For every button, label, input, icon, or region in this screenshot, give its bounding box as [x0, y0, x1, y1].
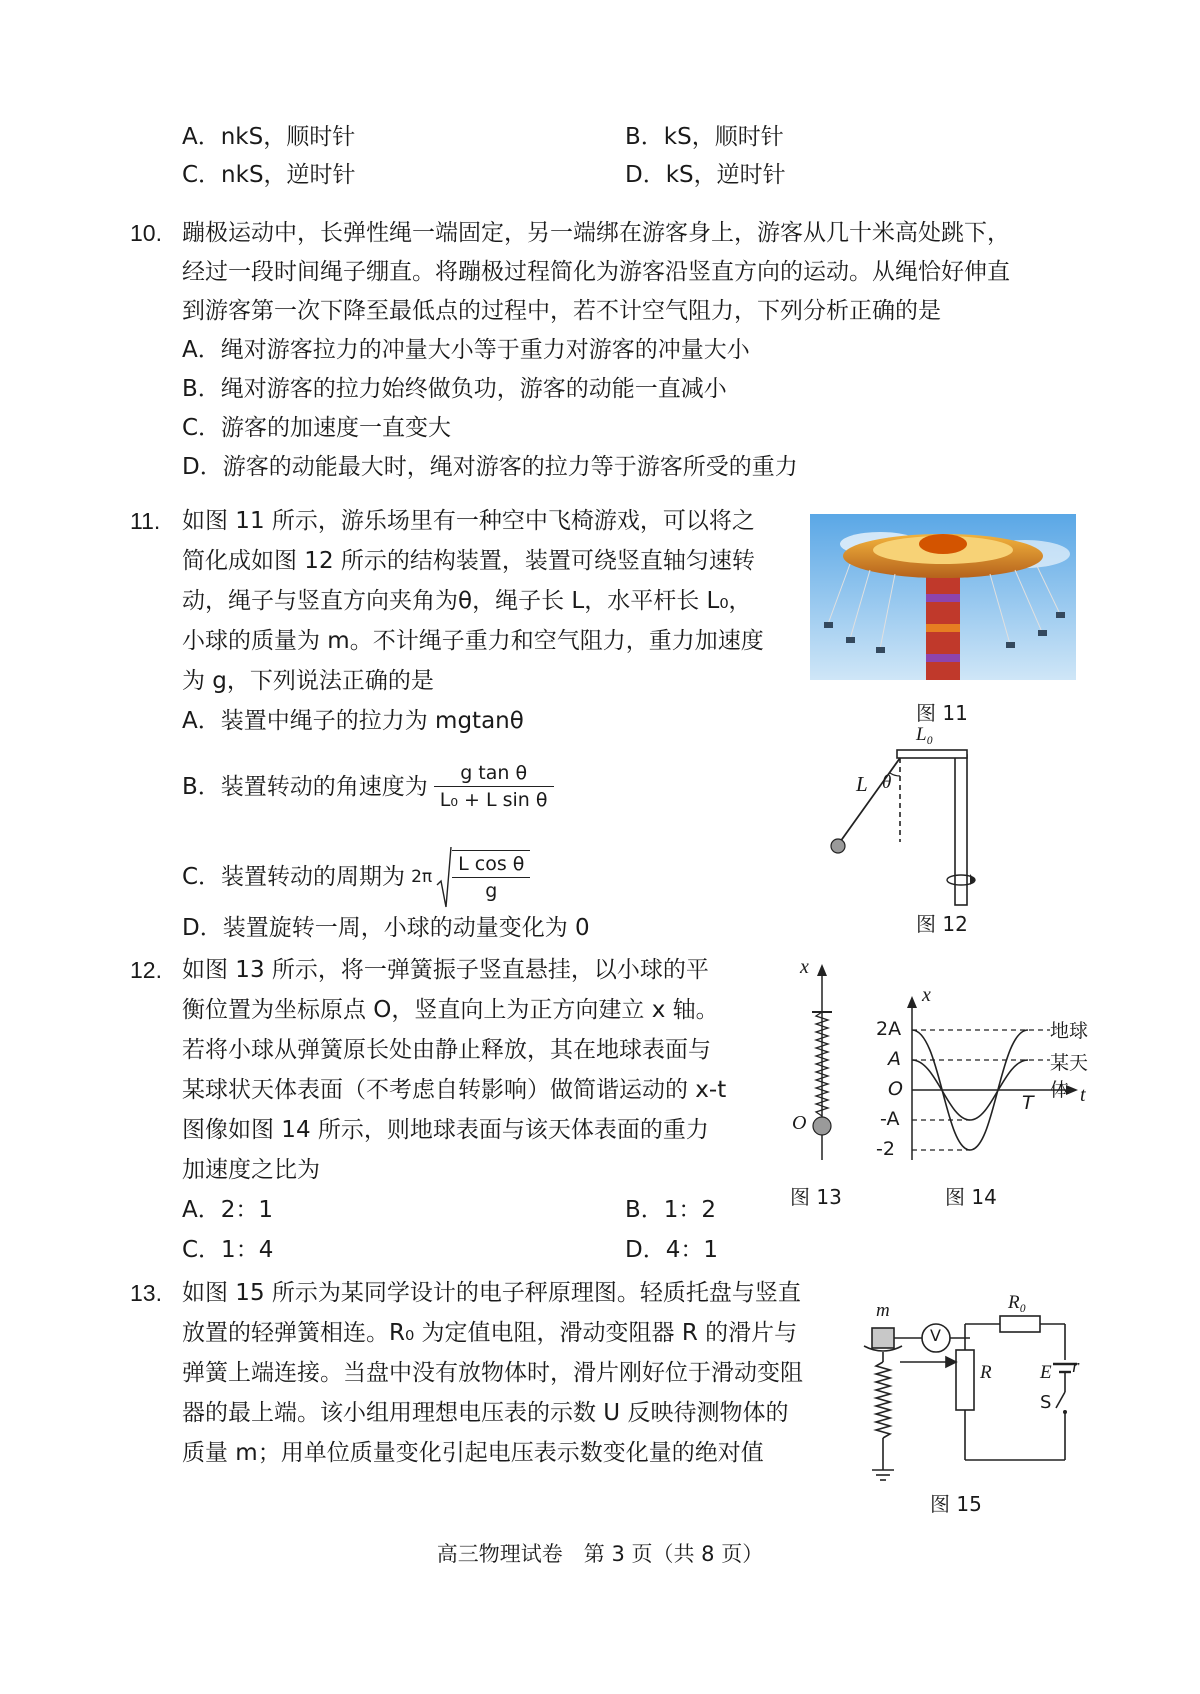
tick-neg-a: -A	[880, 1108, 900, 1130]
q11-line-2: 简化成如图 12 所示的结构装置，装置可绕竖直轴匀速转	[182, 548, 755, 574]
q12-line-6: 加速度之比为	[182, 1157, 320, 1183]
label-l0: L₀	[916, 724, 934, 745]
figure-13-caption: 图 13	[790, 1185, 842, 1209]
label-l: L	[856, 772, 868, 796]
q9-option-b: B．kS，顺时针	[625, 124, 784, 150]
label-mass-m: m	[876, 1300, 890, 1321]
tick-period-t: T	[1022, 1092, 1034, 1114]
q9-option-a: A．nkS，顺时针	[182, 124, 356, 150]
voltmeter-icon: V	[930, 1326, 941, 1345]
label-internal-r: r	[1072, 1356, 1080, 1377]
legend-earth: 地球	[1050, 1020, 1089, 1042]
q10-option-d: D．游客的动能最大时，绳对游客的拉力等于游客所受的重力	[182, 454, 798, 480]
q11-option-c	[182, 845, 530, 909]
q12-line-5: 图像如图 14 所示，则地球表面与该天体表面的重力	[182, 1117, 709, 1143]
q12-option-a: A．2：1	[182, 1197, 274, 1223]
q13-number: 13.	[130, 1280, 162, 1306]
label-switch-s: S	[1040, 1392, 1052, 1413]
q11-option-a: A．装置中绳子的拉力为 mgtanθ	[182, 708, 524, 734]
figure-11-caption: 图 11	[916, 701, 968, 725]
q11-option-b-prefix: B．装置转动的角速度为	[182, 773, 428, 800]
label-emf-e: E	[1040, 1362, 1052, 1383]
q10-option-c: C．游客的加速度一直变大	[182, 415, 452, 441]
q11-line-1: 如图 11 所示，游乐场里有一种空中飞椅游戏，可以将之	[182, 508, 755, 534]
q10-option-b: B．绳对游客的拉力始终做负功，游客的动能一直减小	[182, 376, 727, 402]
figure-15-caption: 图 15	[930, 1492, 982, 1516]
label-theta: θ	[882, 772, 892, 793]
q11-option-c-coef: 2π	[411, 867, 433, 887]
q13-line-1: 如图 15 所示为某同学设计的电子秤原理图。轻质托盘与竖直	[182, 1280, 801, 1306]
label-origin: O	[792, 1112, 807, 1134]
q12-line-1: 如图 13 所示，将一弹簧振子竖直悬挂，以小球的平	[182, 957, 709, 983]
label-rheostat-r: R	[980, 1362, 992, 1383]
q13-line-3: 弹簧上端连接。当盘中没有放物体时，滑片刚好位于滑动变阻	[182, 1360, 803, 1386]
tick-neg-2: -2	[876, 1138, 895, 1160]
q11-line-3: 动，绳子与竖直方向夹角为θ，绳子长 L，水平杆长 L₀，	[182, 588, 752, 614]
q13-line-5: 质量 m；用单位质量变化引起电压表示数变化量的绝对值	[182, 1440, 764, 1466]
q12-line-2: 衡位置为坐标原点 O，竖直向上为正方向建立 x 轴。	[182, 997, 719, 1023]
q11-line-4: 小球的质量为 m。不计绳子重力和空气阻力，重力加速度	[182, 628, 764, 654]
q11-option-b	[182, 760, 554, 813]
q11-line-5: 为 g，下列说法正确的是	[182, 668, 434, 694]
q9-option-c: C．nkS，逆时针	[182, 162, 356, 188]
q13-line-2: 放置的轻弹簧相连。R₀ 为定值电阻，滑动变阻器 R 的滑片与	[182, 1320, 798, 1346]
q10-line-3: 到游客第一次下降至最低点的过程中，若不计空气阻力，下列分析正确的是	[182, 298, 941, 324]
q10-line-1: 蹦极运动中，长弹性绳一端固定，另一端绑在游客身上，游客从几十米高处跳下，	[182, 220, 1010, 246]
q11-number: 11.	[130, 508, 161, 534]
q9-option-d: D．kS，逆时针	[625, 162, 786, 188]
q11-option-d: D．装置旋转一周，小球的动量变化为 0	[182, 915, 590, 941]
label-r0: R₀	[1008, 1292, 1027, 1313]
q10-line-2: 经过一段时间绳子绷直。将蹦极过程简化为游客沿竖直方向的运动。从绳恰好伸直	[182, 259, 1010, 285]
q12-option-d: D．4：1	[625, 1237, 718, 1263]
square-root	[436, 845, 530, 909]
fraction-numerator: g tan θ	[434, 760, 554, 787]
page-footer: 高三物理试卷 第 3 页（共 8 页）	[436, 1542, 764, 1566]
q10-option-a: A．绳对游客拉力的冲量大小等于重力对游客的冲量大小	[182, 337, 750, 363]
q12-line-3: 若将小球从弹簧原长处由静止释放，其在地球表面与	[182, 1037, 711, 1063]
label-x: x	[800, 956, 809, 978]
figure-12-caption: 图 12	[916, 912, 968, 936]
figure-13-spring-oscillator	[792, 956, 852, 1162]
fraction-denominator: g	[485, 880, 498, 902]
q12-option-c: C．1：4	[182, 1237, 274, 1263]
label-x-axis: x	[922, 984, 931, 1006]
q10-number: 10.	[130, 220, 162, 246]
figure-14-caption: 图 14	[945, 1185, 997, 1209]
tick-a: A	[888, 1048, 901, 1070]
label-t-axis: t	[1080, 1084, 1086, 1106]
figure-12-structure-diagram	[810, 724, 990, 910]
label-origin-o: O	[888, 1078, 903, 1100]
q11-option-b-fraction	[434, 760, 554, 813]
q12-number: 12.	[130, 957, 162, 983]
radical-sign-icon	[436, 845, 452, 909]
q12-line-4: 某球状天体表面（不考虑自转影响）做简谐运动的 x-t	[182, 1077, 727, 1103]
q13-line-4: 器的最上端。该小组用理想电压表的示数 U 反映待测物体的	[182, 1400, 789, 1426]
q11-option-c-prefix: C．装置转动的周期为	[182, 864, 406, 890]
figure-15-scale-circuit	[860, 1292, 1080, 1485]
fraction-numerator: L cos θ	[452, 851, 530, 878]
figure-11-swing-ride-photo	[810, 514, 1076, 680]
tick-2a: 2A	[876, 1018, 902, 1040]
fraction-denominator: L₀ + L sin θ	[439, 789, 548, 811]
q12-option-b: B．1：2	[625, 1197, 717, 1223]
figure-14-xt-graph	[870, 984, 1100, 1170]
legend-celestial-body: 某天体	[1050, 1052, 1089, 1101]
